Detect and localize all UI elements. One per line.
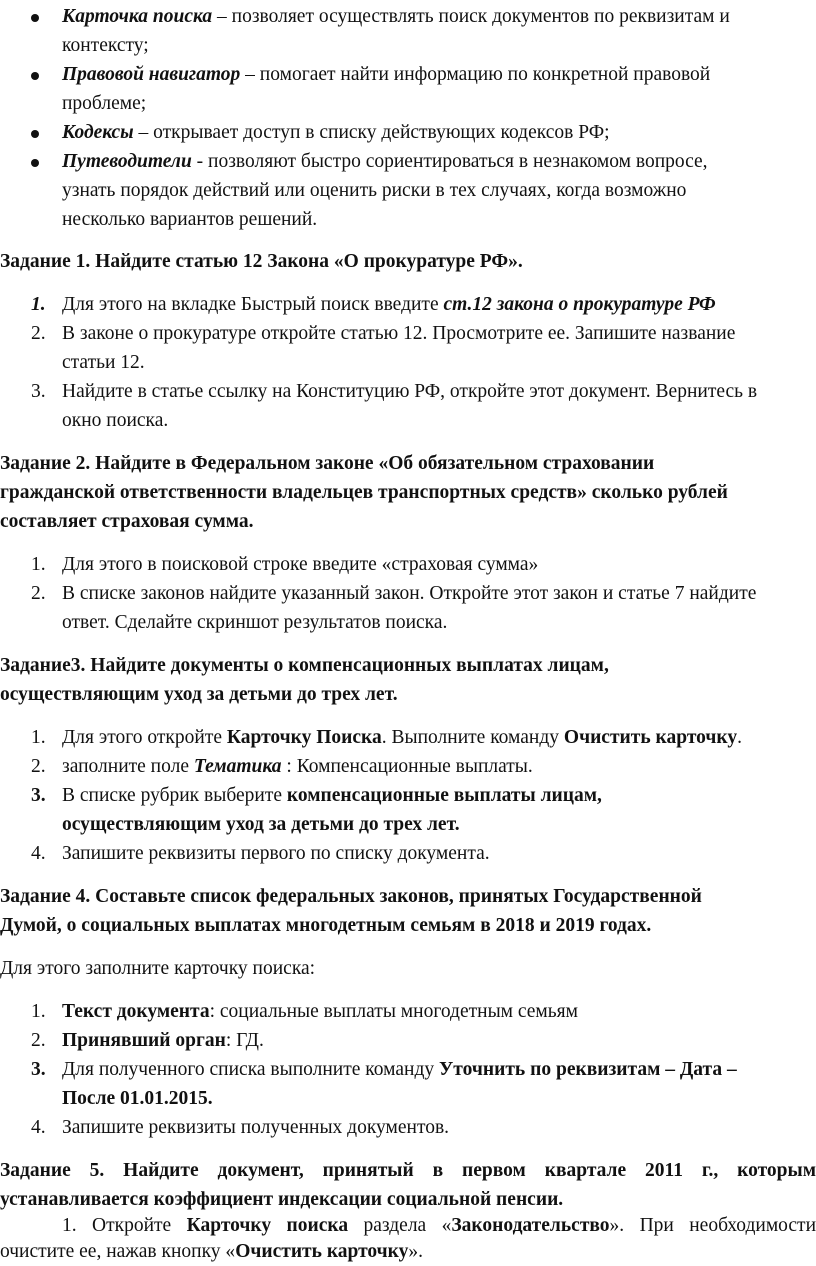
list-number: 3. xyxy=(31,1059,46,1080)
bullet-cont: несколько вариантов решений. xyxy=(62,209,318,230)
list-number: 3. xyxy=(31,381,46,402)
list-item-cont: ответ. Сделайте скриншот результатов поиска. xyxy=(62,612,448,633)
list-item-text: заполните поле xyxy=(62,756,194,777)
list-item xyxy=(62,997,578,1026)
list-item-text: В законе о прокуратуре откройте статью 12. Просмотрите ее. Запишите название xyxy=(62,323,736,344)
list-number: 1. xyxy=(31,1001,46,1022)
bullet-item xyxy=(62,118,610,147)
list-number: 3. xyxy=(31,785,46,806)
task5-heading-line: устанавливается коэффициент индексации социальной пенсии. xyxy=(0,1189,564,1210)
task3-heading-line: осуществляющим уход за детьми до трех лет. xyxy=(0,684,398,705)
paragraph-text: ». При необходимости xyxy=(609,1215,816,1236)
paragraph-emphasis: Очистить карточку xyxy=(235,1241,409,1262)
list-item-text: . Выполните команду xyxy=(381,727,564,748)
bullet-text: – позволяет осуществлять поиск документов по реквизитам и xyxy=(212,6,730,27)
list-item xyxy=(62,723,742,752)
bullet-text: – помогает найти информацию по конкретной правовой xyxy=(240,64,711,85)
bullet-item xyxy=(62,147,708,176)
list-number: 2. xyxy=(31,583,46,604)
list-number: 2. xyxy=(31,323,46,344)
list-item-text: : ГД. xyxy=(225,1030,264,1051)
list-item-text: Найдите в статье ссылку на Конституцию РФ, откройте этот документ. Вернитесь в xyxy=(62,381,758,402)
list-item-emphasis: Принявший орган xyxy=(62,1030,226,1051)
task4-intro: Для этого заполните карточку поиска: xyxy=(0,958,316,979)
bullet-dot xyxy=(31,130,39,138)
task5-heading-line: Задание 5. Найдите документ, принятый в первом квартале 2011 г., которым xyxy=(0,1160,816,1181)
list-item-text: Для этого откройте xyxy=(62,727,227,748)
bullet-cont: проблеме; xyxy=(62,93,147,114)
task5-paragraph-line xyxy=(62,1211,816,1240)
list-item-emphasis: Очистить карточку xyxy=(563,727,738,748)
list-item-cont: окно поиска. xyxy=(62,410,169,431)
list-item-cont: После 01.01.2015. xyxy=(62,1088,213,1109)
paragraph-text: 1. Откройте xyxy=(62,1215,187,1236)
task4-heading-line: Думой, о социальных выплатах многодетным семьям в 2018 и 2019 годах. xyxy=(0,915,652,936)
paragraph-text: ». xyxy=(408,1241,423,1262)
list-item xyxy=(62,1026,264,1055)
list-item-emphasis: Карточку Поиска xyxy=(226,727,382,748)
paragraph-text: очистите ее, нажав кнопку « xyxy=(0,1241,236,1262)
list-item-text: . xyxy=(737,727,742,748)
bullet-item xyxy=(62,60,710,89)
list-number: 2. xyxy=(31,1030,46,1051)
list-item-text: Запишите реквизиты первого по списку документа. xyxy=(62,843,490,864)
bullet-term: Кодексы xyxy=(62,122,134,143)
list-item-text: В списке законов найдите указанный закон. Откройте этот закон и статье 7 найдите xyxy=(62,583,757,604)
bullet-term: Путеводители xyxy=(62,151,192,172)
list-number: 1. xyxy=(31,554,46,575)
list-item xyxy=(62,1055,737,1084)
bullet-dot xyxy=(31,72,39,80)
bullet-text: – открывает доступ в списку действующих кодексов РФ; xyxy=(133,122,610,143)
paragraph-emphasis: Карточку поиска xyxy=(186,1215,349,1236)
task1-heading: Задание 1. Найдите статью 12 Закона «О прокуратуре РФ». xyxy=(0,251,523,272)
list-item-text: : социальные выплаты многодетным семьям xyxy=(209,1001,578,1022)
task3-heading-line: Задание3. Найдите документы о компенсационных выплатах лицам, xyxy=(0,655,609,676)
task2-heading-line: составляет страховая сумма. xyxy=(0,511,254,532)
list-item xyxy=(62,781,602,810)
list-item-text: : Компенсационные выплаты. xyxy=(281,756,533,777)
list-item-text: Для этого на вкладке Быстрый поиск введите xyxy=(62,294,444,315)
bullet-term: Карточка поиска xyxy=(62,6,213,27)
task5-paragraph-line xyxy=(0,1237,423,1266)
list-item-emphasis: ст.12 закона о прокуратуре РФ xyxy=(443,294,716,315)
list-item-cont: статьи 12. xyxy=(62,352,145,373)
list-number: 1. xyxy=(31,294,46,315)
list-item xyxy=(62,290,716,319)
list-item-emphasis: Уточнить по реквизитам – Дата – xyxy=(439,1059,737,1080)
list-number: 4. xyxy=(31,1117,46,1138)
paragraph-emphasis: Законодательство xyxy=(451,1215,610,1236)
list-item-cont: осуществляющим уход за детьми до трех лет. xyxy=(62,814,460,835)
list-item-text: Для полученного списка выполните команду xyxy=(62,1059,439,1080)
bullet-dot xyxy=(31,159,39,167)
list-item xyxy=(62,752,533,781)
list-item-text: Запишите реквизиты полученных документов. xyxy=(62,1117,450,1138)
bullet-item xyxy=(62,2,730,31)
bullet-cont: узнать порядок действий или оценить риски в тех случаях, когда возможно xyxy=(62,180,687,201)
bullet-text: - позволяют быстро сориентироваться в незнакомом вопросе, xyxy=(191,151,708,172)
bullet-term: Правовой навигатор xyxy=(62,64,241,85)
list-item-text: В списке рубрик выберите xyxy=(62,785,287,806)
list-item-emphasis: Тематика xyxy=(193,756,282,777)
list-item-text: Для этого в поисковой строке введите «страховая сумма» xyxy=(62,554,539,575)
list-number: 1. xyxy=(31,727,46,748)
bullet-cont: контексту; xyxy=(62,35,149,56)
task2-heading-line: гражданской ответственности владельцев транспортных средств» сколько рублей xyxy=(0,482,728,503)
list-item-emphasis: компенсационные выплаты лицам, xyxy=(286,785,602,806)
list-number: 4. xyxy=(31,843,46,864)
list-item-emphasis: Текст документа xyxy=(62,1001,210,1022)
task2-heading-line: Задание 2. Найдите в Федеральном законе «Об обязательном страховании xyxy=(0,453,655,474)
task4-heading-line: Задание 4. Составьте список федеральных законов, принятых Государственной xyxy=(0,886,702,907)
paragraph-text: раздела « xyxy=(348,1215,452,1236)
list-number: 2. xyxy=(31,756,46,777)
bullet-dot xyxy=(31,14,39,22)
